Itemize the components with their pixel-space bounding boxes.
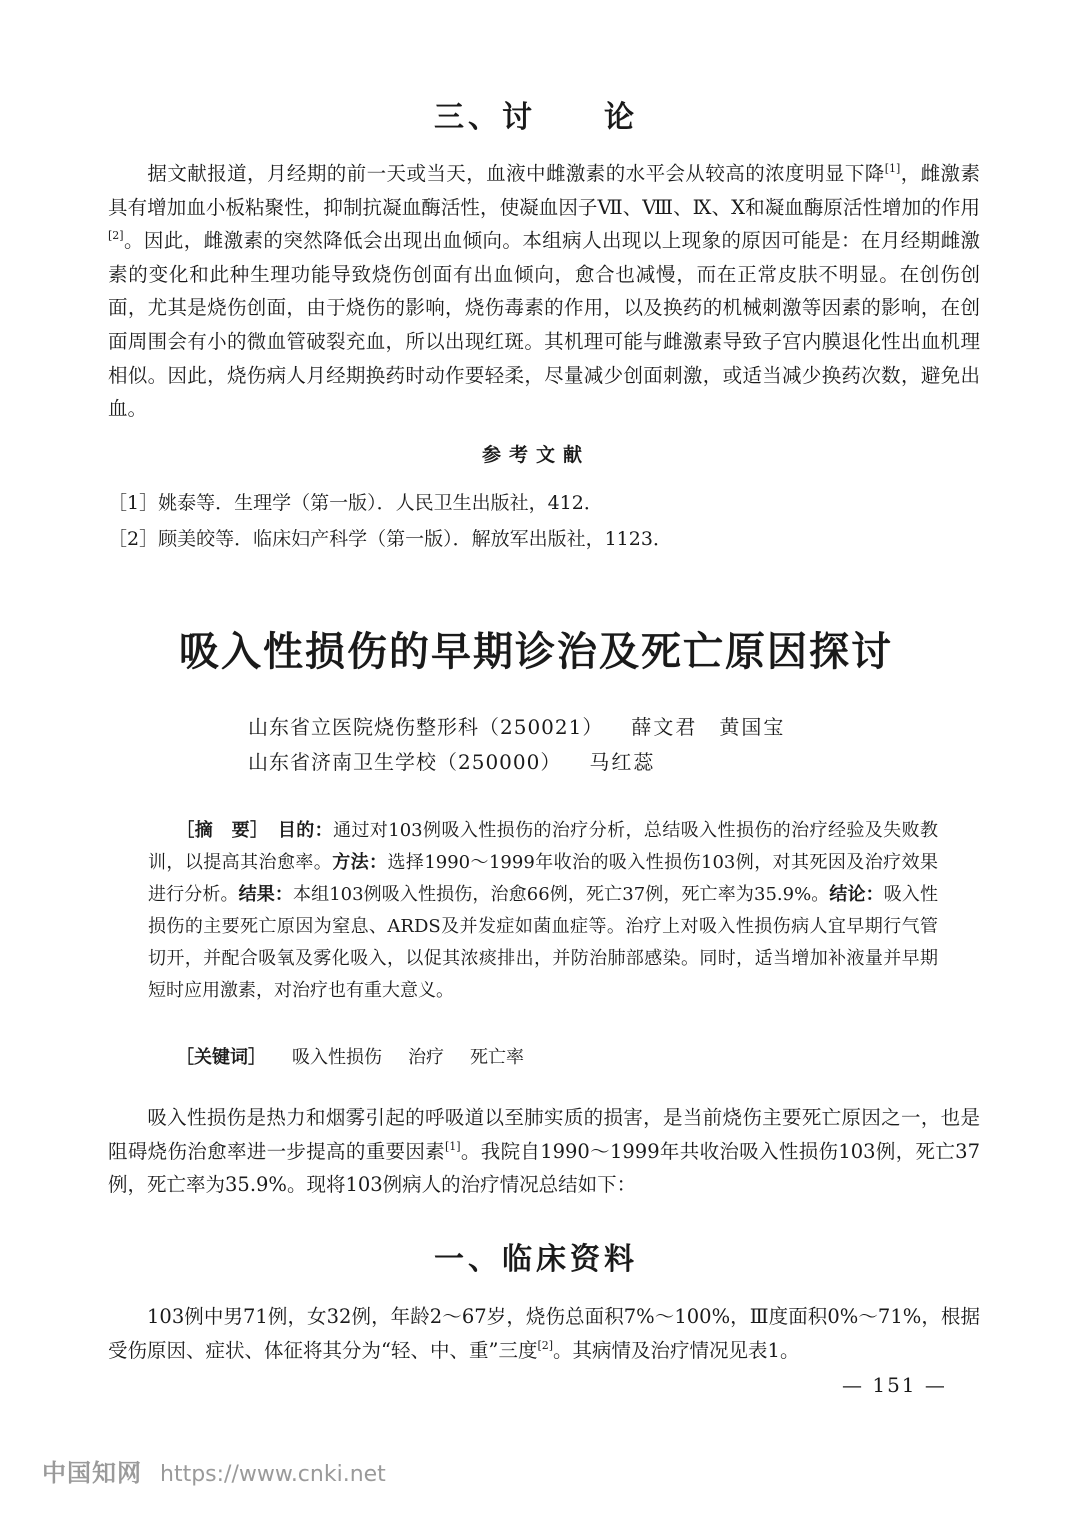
- article-title: 吸入性损伤的早期诊治及死亡原因探讨: [179, 629, 893, 675]
- affiliation-authors: 马红蕊: [589, 750, 656, 774]
- intro-text-2: 。我院自1990～1999年共收治吸入性损伤103例，死亡37例，死亡率为35.9%。现将103例病人的治疗情况总结如下：: [108, 1139, 980, 1197]
- affiliation-org: 山东省立医院烧伤整形科（250021）: [248, 715, 604, 739]
- section-heading-discussion: 三、讨 论: [434, 100, 638, 135]
- watermark-url[interactable]: https://www.cnki.net: [160, 1462, 386, 1487]
- discussion-text-3: 。因此，雌激素的突然降低会出现出血倾向。本组病人出现以上现象的原因可能是：在月经期雌激素的变化和此种生理功能导致烧伤创面有出血倾向，愈合也减慢，而在正常皮肤不明显。在创伤创面，尤其是烧伤创面，由于烧伤的影响，烧伤毒素的作用，以及换药的机械刺激等因素的影响，在创面周围会有小的微血管破裂充血，所以出现红斑。其机理可能与雌激素导致子宫内膜退化性出血机理相似。因此，烧伤病人月经期换药时动作要轻柔，尽量减少创面刺激，或适当减少换药次数，避免出血。: [108, 229, 980, 421]
- affiliation-1: [248, 711, 785, 740]
- reference-item: ［2］顾美皎等．临床妇产科学（第一版）．解放军出版社，1123．: [108, 528, 672, 550]
- clinical-text-2: 。其病情及治疗情况见表1。: [553, 1338, 800, 1362]
- intro-paragraph: [108, 1101, 980, 1202]
- cnki-logo: 中国知网: [42, 1459, 142, 1487]
- affiliation-2: [248, 746, 655, 775]
- abstract-method: 选择1990～1999年收治的吸入性损伤103例，对其死因及治疗效果进行分析。: [148, 852, 938, 905]
- keyword-item: 吸入性损伤: [292, 1047, 382, 1068]
- affiliation-authors: 薛文君 黄国宝: [631, 715, 786, 739]
- abstract-result: 本组103例吸入性损伤，治愈66例，死亡37例，死亡率为35.9%。: [292, 884, 830, 905]
- citation-1[interactable]: [1]: [884, 162, 901, 175]
- section-heading-clinical-data: 一、临床资料: [434, 1242, 638, 1277]
- discussion-text-1: 据文献报道，月经期的前一天或当天，血液中雌激素的水平会从较高的浓度明显下降: [147, 162, 885, 185]
- keyword-item: 死亡率: [470, 1047, 524, 1068]
- affiliation-org: 山东省济南卫生学校（250000）: [248, 750, 562, 774]
- clinical-text-1: 103例中男71例，女32例，年龄2～67岁，烧伤总面积7%～100%，Ⅲ度面积0%～71%，根据受伤原因、症状、体征将其分为“轻、中、重”三度: [108, 1305, 980, 1362]
- intro-text-1: 吸入性损伤是热力和烟雾引起的呼吸道以至肺实质的损害，是当前烧伤主要死亡原因之一，也是阻碍烧伤治愈率进一步提高的重要因素: [108, 1106, 980, 1163]
- discussion-text-2: ，雌激素具有增加血小板粘聚性，抑制抗凝血酶活性，使凝血因子Ⅶ、Ⅷ、Ⅸ、Ⅹ和凝血酶原活性增加的作用: [108, 162, 980, 219]
- abstract-label: ［摘 要］: [176, 820, 260, 841]
- abstract-key-result: 结果：: [238, 884, 293, 905]
- keyword-item: 治疗: [408, 1047, 444, 1068]
- abstract-conclusion: 吸入性损伤的主要死亡原因为窒息、ARDS及并发症如菌血症等。治疗上对吸入性损伤病人宜早期行气管切开，并配合吸氧及雾化吸入，以促其浓痰排出，并防治肺部感染。同时，适当增加补液量并早期短时应用激素，对治疗也有重大意义。: [148, 884, 939, 1001]
- discussion-paragraph: [108, 157, 980, 426]
- watermark: [42, 1453, 386, 1488]
- page-number: — 151 —: [842, 1373, 947, 1397]
- keywords-label: ［关键词］: [176, 1047, 266, 1068]
- citation-2[interactable]: [2]: [108, 229, 124, 243]
- clinical-data-paragraph: [108, 1300, 980, 1367]
- abstract: [148, 815, 938, 1007]
- abstract-key-conclusion: 结论：: [829, 884, 884, 905]
- abstract-key-objective: 目的：: [277, 820, 334, 841]
- keywords: [176, 1043, 524, 1069]
- reference-item: ［1］姚泰等．生理学（第一版）．人民卫生出版社，412．: [108, 492, 603, 514]
- citation-2[interactable]: [2]: [537, 1338, 554, 1352]
- abstract-key-method: 方法：: [332, 852, 388, 873]
- abstract-objective: 通过对103例吸入性损伤的治疗分析，总结吸入性损伤的治疗经验及失败教训，以提高其治愈率。: [148, 820, 938, 873]
- references-heading: 参考文献: [481, 444, 590, 466]
- citation-1[interactable]: [1]: [445, 1139, 461, 1153]
